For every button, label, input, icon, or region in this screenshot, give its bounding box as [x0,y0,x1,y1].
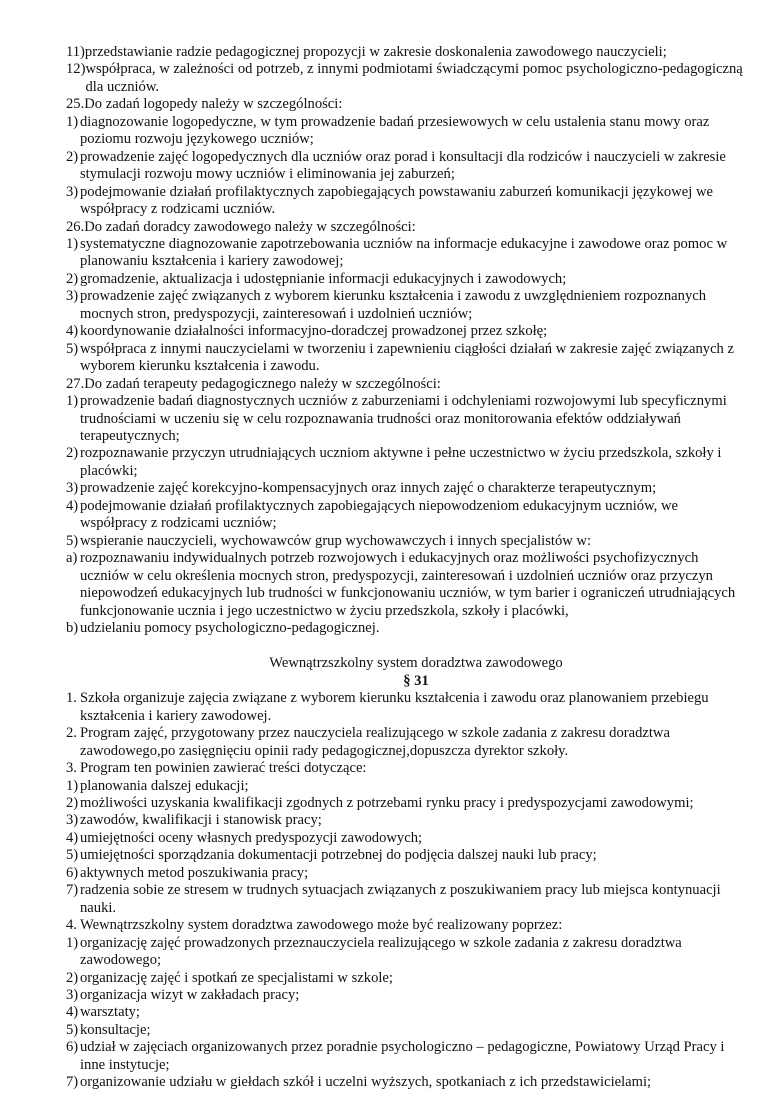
list-item [66,778,746,795]
list-item [66,917,746,934]
item-number: 26. [66,218,85,235]
item-number: 4) [66,323,79,340]
list-item [66,61,746,96]
item-number: 2) [66,270,79,287]
item-text: podejmowanie działań profilaktycznych zapobiegających niepowodzeniom edukacyjnym uczniów, we współpracy z rodzicami uczniów; [80,497,678,532]
item-number: 12) [66,61,86,78]
item-number: b) [66,619,79,636]
item-number: 25. [66,96,85,113]
item-text: zawodów, kwalifikacji i stanowisk pracy; [80,812,322,829]
list-item [66,847,746,864]
list-item [66,865,746,882]
item-text: warsztaty; [80,1004,140,1021]
list-item [66,219,746,236]
item-number: 27. [66,375,85,392]
item-text: konsultacje; [80,1021,151,1038]
item-number: 6) [66,864,79,881]
list-item [66,935,746,970]
item-text: współpraca, w zależności od potrzeb, z innymi podmiotami świadczącymi pomoc psychologiczno-pedagogiczną dla uczniów. [85,61,743,95]
list-item [66,812,746,829]
paragraph-number: § 31 [403,672,429,689]
list-item [66,830,746,847]
item-number: 1) [66,777,79,794]
list-item [66,987,746,1004]
item-number: 1) [66,393,79,410]
item-number: 1) [66,113,79,130]
item-number: 7) [66,882,79,899]
item-text: przedstawianie radzie pedagogicznej propozycji w zakresie doskonalenia zawodowego nauczycieli; [84,44,667,60]
item-number: 4) [66,829,79,846]
item-number: 3) [66,288,79,305]
item-text: prowadzenie zajęć związanych z wyborem kierunku kształcenia i zawodu z uwzględnieniem rozpoznanych mocnych stron, predyspozycji, zainteresowań i uzdolnień uczniów; [80,288,707,322]
list-item [66,1039,746,1074]
list-item [66,480,746,497]
item-number: 1. [66,690,77,707]
list-item [66,323,746,340]
document-content [66,44,746,1092]
item-text: koordynowanie działalności informacyjno-doradczej prowadzonej przez szkołę; [80,323,548,340]
list-item [66,760,746,777]
item-number: 3) [66,987,79,1004]
item-text: współpraca z innymi nauczycielami w tworzeniu i zapewnieniu ciągłości działań w zakresie zajęć związanych z wyborem kierunku kształcenia i zawodu. [80,340,734,375]
list-item [66,550,746,620]
item-text: Wewnątrzszkolny system doradztwa zawodowego może być realizowany poprzez: [80,917,563,934]
item-number: 3. [66,760,77,777]
list-item [66,795,746,812]
item-text: umiejętności sporządzania dokumentacji potrzebnej do podjęcia dalszej nauki lub pracy; [80,847,597,864]
item-number: 5) [66,847,79,864]
item-text: udzielaniu pomocy psychologiczno-pedagogicznej. [80,619,380,636]
duties-list [66,44,746,637]
list-item [66,271,746,288]
list-item [66,341,746,376]
item-text: rozpoznawanie przyczyn utrudniających uczniom aktywne i pełne uczestnictwo w życiu przedszkola, szkoły i placówki; [80,445,722,479]
item-text: Program zajęć, przygotowany przez nauczyciela realizującego w szkole zadania z zakresu doradztwa zawodowego,po zasięgnięciu opinii rady pedagogicznej,dopuszcza dyrektor szkoły. [80,725,670,759]
list-item [66,1004,746,1021]
list-item [66,288,746,323]
item-number: 2) [66,969,79,986]
item-number: 1) [66,235,79,252]
item-text: Do zadań terapeuty pedagogicznego należy w szczególności: [84,375,441,392]
item-text: umiejętności oceny własnych predyspozycji zawodowych; [80,829,423,846]
item-number: 3) [66,812,79,829]
list-item [66,620,746,637]
list-item [66,690,746,725]
list-item [66,498,746,533]
list-item [66,114,746,149]
career-counseling-list [66,690,746,1091]
item-number: 7) [66,1074,79,1091]
section-spacer [66,637,746,655]
item-text: Szkoła organizuje zajęcia związane z wyborem kierunku kształcenia i zawodu oraz planowaniem przebiegu kształcenia i kariery zawodowej. [80,690,709,724]
list-item [66,725,746,760]
list-item [66,149,746,184]
list-item [66,96,746,113]
section-heading: Wewnątrzszkolny system doradztwa zawodowego [269,655,563,672]
list-item [66,1022,746,1039]
item-text: gromadzenie, aktualizacja i udostępnianie informacji edukacyjnych i zawodowych; [80,270,567,287]
list-item [66,393,746,445]
item-number: 4. [66,917,77,934]
item-text: organizowanie udziału w giełdach szkół i uczelni wyższych, spotkaniach z ich przedstawicielami; [80,1074,652,1091]
item-text: udział w zajęciach organizowanych przez poradnie psychologiczno – pedagogiczne, Powiatowy Urząd Pracy i inne instytucje; [80,1039,725,1073]
list-item [66,445,746,480]
list-item [66,533,746,550]
item-number: 2) [66,795,79,812]
item-text: rozpoznawaniu indywidualnych potrzeb rozwojowych i edukacyjnych oraz możliwości psychofizycznych uczniów w celu określenia mocnych stron, predyspozycji, zainteresowań i uzdolnień uczniów oraz przyczyn niepowodzeń edukacyjnych lub trudności w funkcjonowaniu uczniów, w tym barier i ograniczeń utrudniających funkcjonowanie ucznia i jego uczestnictwo w życiu przedszkola, szkoły i placówki, [80,550,736,619]
item-number: 3) [66,183,79,200]
item-text: diagnozowanie logopedyczne, w tym prowadzenie badań przesiewowych w celu ustalenia stanu mowy oraz poziomu rozwoju językowego uczniów; [80,113,710,148]
list-item [66,882,746,917]
item-text: możliwości uzyskania kwalifikacji zgodnych z potrzebami rynku pracy i predyspozycjami zawodowymi; [80,795,694,812]
item-number: 6) [66,1039,79,1056]
list-item [66,970,746,987]
item-number: 4) [66,1004,79,1021]
item-number: 5) [66,340,79,357]
item-text: podejmowanie działań profilaktycznych zapobiegających powstawaniu zaburzeń komunikacji językowej we współpracy z rodzicami uczniów. [80,183,713,218]
list-item [66,236,746,271]
item-number: 2. [66,725,77,742]
item-number: 1) [66,934,79,951]
item-text: prowadzenie badań diagnostycznych uczniów z zaburzeniami i odchyleniami rozwojowymi lub specyficznymi trudnościami w uczeniu się w celu rozpoznawania trudności oraz monitorowania efektów oddziaływań terapeutycznych; [80,393,727,444]
list-item [66,184,746,219]
item-text: radzenia sobie ze stresem w trudnych sytuacjach związanych z poszukiwaniem pracy lub miejsca kontynuacji nauki. [80,882,721,916]
item-number: 2) [66,445,79,462]
list-item [66,1074,746,1091]
item-text: planowania dalszej edukacji; [80,777,249,794]
item-text: organizację zajęć i spotkań ze specjalistami w szkole; [80,969,393,986]
list-item [66,44,746,61]
item-text: prowadzenie zajęć korekcyjno-kompensacyjnych oraz innych zajęć o charakterze terapeutycznym; [80,480,657,497]
item-number: 2) [66,148,79,165]
item-text: organizacja wizyt w zakładach pracy; [80,987,300,1004]
item-text: wspieranie nauczycieli, wychowawców grup wychowawczych i innych specjalistów w: [80,532,592,549]
item-text: Do zadań logopedy należy w szczególności: [84,96,343,113]
item-text: aktywnych metod poszukiwania pracy; [80,864,309,881]
item-number: 3) [66,480,79,497]
item-text: organizację zajęć prowadzonych przeznauczyciela realizującego w szkole zadania z zakresu doradztwa zawodowego; [80,934,682,969]
item-number: 5) [66,532,79,549]
item-number: 4) [66,497,79,514]
item-text: Program ten powinien zawierać treści dotyczące: [80,760,367,777]
item-number: 11) [66,44,85,60]
item-number: a) [66,550,78,567]
list-item [66,376,746,393]
item-number: 5) [66,1021,79,1038]
item-text: Do zadań doradcy zawodowego należy w szczególności: [84,218,416,235]
item-text: prowadzenie zajęć logopedycznych dla uczniów oraz porad i konsultacji dla rodziców i nauczycieli w zakresie stymulacji rozwoju mowy uczniów i eliminowania jej zaburzeń; [80,148,726,183]
item-text: systematyczne diagnozowanie zapotrzebowania uczniów na informacje edukacyjne i zawodowe oraz pomoc w planowaniu kształcenia i kariery zawodowej; [80,235,728,270]
